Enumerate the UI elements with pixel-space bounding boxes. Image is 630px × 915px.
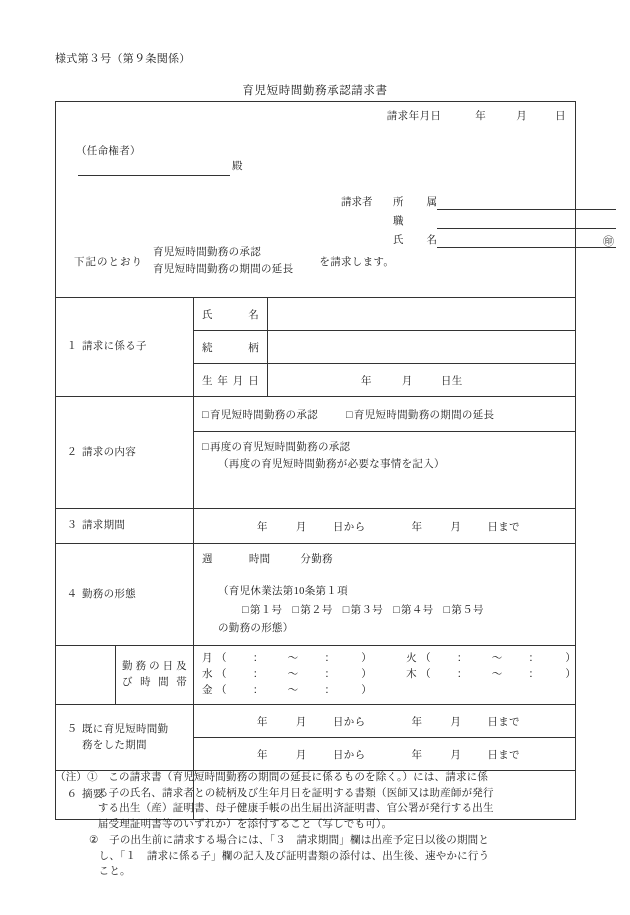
section4-number: ４	[66, 588, 78, 600]
thu-colon2: ：	[528, 669, 540, 680]
note-1-line4: 届受理証明書等のいずれか）を添付すること（写しでも可）。	[97, 818, 393, 830]
tue-colon2: ：	[528, 653, 540, 664]
page-title: 育児短時間勤務承認請求書	[242, 85, 388, 97]
section3-label: 請求期間	[82, 520, 126, 531]
note-2-line2: し、「１ 請求に係る子」欄の記入及び証明書類の添付は、出生後、速やかに行う	[98, 850, 490, 862]
s5r2-from-year: 年	[257, 749, 268, 761]
mon-open: （	[216, 653, 227, 664]
name-label: 氏名	[393, 235, 437, 246]
note-2-line1: 子の出生前に請求する場合には、「３ 請求期間」欄は出産予定日以後の期間と	[109, 835, 490, 846]
law-item-4: 第４号	[401, 605, 434, 616]
affiliation-input[interactable]	[437, 195, 616, 210]
day-wed: 水	[202, 669, 213, 680]
law-item-checkboxes	[202, 601, 567, 620]
child-relation-key: 続 柄	[194, 331, 268, 364]
section4-label-cell	[56, 544, 194, 646]
thu-close: ）	[565, 669, 577, 680]
requester-affiliation-row	[341, 193, 616, 210]
child-birth-day: 日生	[440, 375, 463, 387]
mon-tilde: 〜	[287, 653, 299, 664]
law-item-5: 第５号	[451, 605, 484, 616]
note-1-body	[98, 770, 585, 832]
section6-number: ６	[66, 789, 78, 800]
child-birth-month: 月	[401, 375, 413, 387]
section3-number: ３	[66, 520, 78, 531]
fri-colon2: ：	[324, 685, 336, 696]
s3-from-month: 月	[295, 521, 307, 533]
section2-option-reapproval: 再度の育児短時間勤務の承認	[209, 442, 351, 453]
section5-period-input-1[interactable]	[194, 705, 576, 738]
wed-colon2: ：	[324, 669, 336, 680]
tue-close: ）	[565, 653, 577, 664]
header-block-row	[56, 102, 576, 298]
section5-label-cell	[56, 705, 194, 771]
s5r1-from-year: 年	[257, 716, 268, 728]
section2-option-reapproval-note: （再度の育児短時間勤務が必要な事情を記入）	[218, 459, 445, 470]
request-date-year[interactable]: 年	[475, 111, 487, 122]
section2-option-extension: 育児短時間勤務の期間の延長	[353, 409, 495, 421]
law-reference: （育児休業法第10条第１項	[218, 586, 348, 597]
s5r1-from-day: 日から	[332, 716, 366, 728]
notes-block	[55, 770, 585, 880]
child-name-key: 氏 名	[194, 298, 268, 331]
note-1-line1: この請求書（育児短時間勤務の期間の延長に係るものを除く。）には、請求に係	[108, 772, 489, 783]
section5-period-input-2[interactable]	[194, 738, 576, 771]
schedule-key-line2: び時間帯	[122, 677, 187, 688]
section2-row-1	[56, 397, 576, 432]
requester-label: 請求者	[341, 197, 373, 208]
note-2-line3: こと。	[98, 866, 131, 877]
s5r1-from-month: 月	[295, 716, 307, 728]
request-statement	[74, 244, 394, 278]
section4-row	[56, 544, 576, 646]
section1-label-cell	[56, 298, 194, 397]
law-item-1: 第１号	[249, 605, 283, 616]
s5r2-from-day: 日から	[332, 749, 366, 761]
section2-options-row2	[194, 432, 576, 509]
section2-number: ２	[66, 446, 78, 458]
checkbox-item4-icon[interactable]: □	[393, 604, 401, 616]
header-block	[56, 102, 614, 298]
tue-tilde: 〜	[491, 653, 503, 664]
checkbox-item1-icon[interactable]: □	[242, 604, 249, 616]
checkbox-approval-icon[interactable]: □	[202, 408, 209, 421]
thu-tilde: 〜	[491, 669, 503, 680]
thu-open: （	[420, 669, 431, 680]
mon-colon2: ：	[324, 653, 336, 664]
section4-work-form	[194, 544, 576, 646]
child-relation-input[interactable]	[268, 331, 576, 364]
request-date-label: 請求年月日	[386, 111, 442, 122]
note-item-2	[55, 833, 585, 880]
checkbox-item2-icon[interactable]: □	[292, 604, 300, 616]
note-2-marker: ②	[89, 835, 99, 846]
week-label: 週	[202, 554, 213, 565]
thu-colon1: ：	[456, 669, 468, 680]
s3-from-day: 日から	[332, 521, 366, 533]
affiliation-label: 所属	[393, 197, 437, 208]
child-name-input[interactable]	[268, 298, 576, 331]
schedule-value-cell[interactable]	[194, 646, 576, 705]
s5r2-to-year: 年	[411, 749, 423, 761]
section2-label-cell	[56, 397, 194, 509]
checkbox-extension-icon[interactable]: □	[345, 408, 353, 421]
section1-label: 請求に係る子	[82, 341, 147, 352]
s5r1-to-day: 日まで	[487, 716, 521, 728]
section3-period-input[interactable]	[194, 509, 576, 544]
schedule-row-3[interactable]	[202, 683, 567, 699]
fri-colon1: ：	[252, 685, 264, 696]
section2-option-approval: 育児短時間勤務の承認	[209, 409, 318, 421]
wed-close: ）	[361, 669, 373, 680]
mon-colon1: ：	[252, 653, 264, 664]
hour-unit: 時間	[248, 554, 271, 565]
day-thu: 木	[406, 669, 417, 680]
section2-options-row1	[194, 397, 576, 432]
form-number: 様式第３号（第９条関係）	[55, 53, 191, 65]
request-date-day[interactable]: 日	[555, 111, 566, 122]
section3-label-cell	[56, 509, 194, 544]
s3-to-day: 日まで	[487, 521, 521, 533]
note-1-marker: ①	[87, 772, 98, 783]
mon-close: ）	[361, 653, 373, 664]
request-date-month[interactable]: 月	[516, 111, 528, 122]
tue-open: （	[420, 653, 431, 664]
statement-option-extension: 育児短時間勤務の期間の延長	[153, 264, 294, 275]
schedule-key-cell	[116, 646, 194, 705]
requester-position-row	[341, 212, 616, 229]
schedule-key-line1: 勤務の日及	[122, 661, 187, 672]
appointer-input[interactable]	[78, 160, 230, 176]
checkbox-item5-icon[interactable]: □	[443, 604, 451, 616]
day-tue: 火	[406, 653, 417, 664]
statement-option-approval: 育児短時間勤務の承認	[153, 247, 261, 258]
day-mon: 月	[202, 653, 213, 664]
schedule-spacer	[56, 646, 116, 705]
section5-label-line1: 既に育児短時間勤	[82, 723, 169, 735]
note-1-line3: する出生（産）証明書、母子健康手帳の出生届出済証明書、官公署が発行する出生	[97, 803, 494, 814]
section5-label-line2: 務をした期間	[82, 739, 147, 751]
fri-tilde: 〜	[287, 685, 299, 696]
child-birth-input[interactable]	[268, 364, 576, 397]
minute-unit: 分勤務	[300, 554, 333, 565]
schedule-row-2[interactable]	[202, 667, 577, 683]
section5-row-1	[56, 705, 576, 738]
s5r1-to-month: 月	[450, 716, 462, 728]
section4-label: 勤務の形態	[82, 588, 136, 600]
note-item-1	[55, 770, 585, 832]
s3-to-year: 年	[411, 521, 423, 533]
statement-tail: を請求します。	[319, 256, 395, 268]
s5r1-to-year: 年	[411, 716, 423, 728]
law-item-2: 第２号	[300, 605, 333, 616]
dono-label: 殿	[232, 161, 243, 172]
wed-open: （	[216, 669, 227, 680]
wed-colon1: ：	[252, 669, 264, 680]
child-birth-year: 年	[361, 375, 372, 387]
s5r2-to-month: 月	[450, 749, 462, 761]
section1-row-name	[56, 298, 576, 331]
position-label: 職	[393, 216, 404, 227]
work-hours-line[interactable]	[202, 551, 567, 569]
note-2-body	[99, 833, 585, 880]
law-item-3: 第３号	[350, 605, 384, 616]
checkbox-item3-icon[interactable]: □	[342, 604, 350, 616]
work-form-tail: の勤務の形態）	[218, 623, 294, 634]
section6-label: 摘要	[82, 789, 104, 800]
requester-label-spacer	[341, 228, 393, 229]
form-table	[55, 101, 614, 820]
day-fri: 金	[202, 685, 213, 696]
schedule-row-1[interactable]	[202, 651, 577, 667]
child-birth-key: 生年月日	[194, 364, 268, 397]
request-date-line	[387, 108, 566, 123]
schedule-row	[56, 646, 576, 705]
fri-close: ）	[361, 685, 373, 696]
appointer-label: （任命権者）	[76, 146, 141, 157]
s5r2-from-month: 月	[295, 749, 307, 761]
section1-number: １	[66, 341, 78, 352]
name-input[interactable]	[437, 233, 616, 248]
notes-prefix: （注）	[55, 772, 88, 783]
section2-label: 請求の内容	[82, 446, 136, 458]
checkbox-reapproval-icon[interactable]: □	[202, 441, 209, 453]
tue-colon1: ：	[456, 653, 468, 664]
s5r2-to-day: 日まで	[487, 749, 521, 761]
position-input[interactable]	[437, 214, 616, 229]
requester-block	[341, 193, 616, 250]
s3-to-month: 月	[450, 521, 462, 533]
statement-lead: 下記のとおり	[74, 256, 143, 268]
wed-tilde: 〜	[287, 669, 299, 680]
s3-from-year: 年	[257, 521, 268, 533]
note-1-line2: る子の氏名、請求者との続柄及び生年月日を証明する書類（医師又は助産師が発行	[97, 787, 494, 799]
fri-open: （	[216, 685, 227, 696]
section3-row	[56, 509, 576, 544]
seal-icon: ㊞	[603, 236, 614, 248]
section5-number: ５	[66, 723, 78, 735]
